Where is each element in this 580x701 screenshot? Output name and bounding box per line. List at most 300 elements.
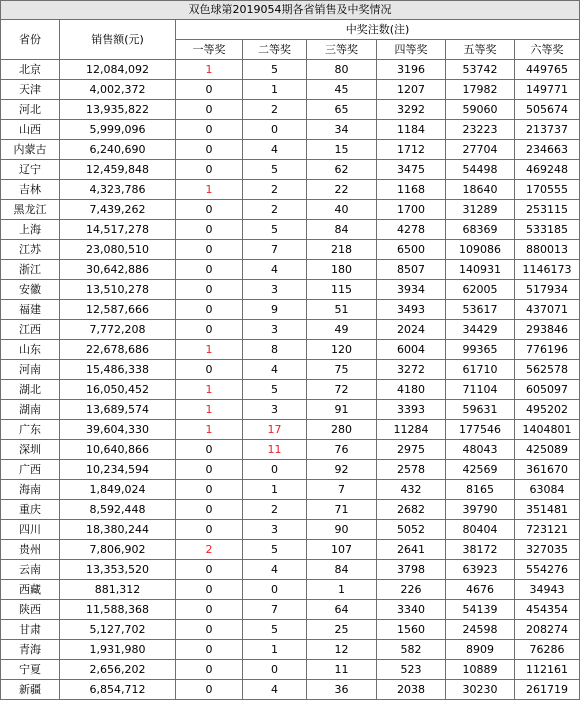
cell-prize-2: 5 [243, 540, 307, 560]
cell-prize-6: 208274 [515, 620, 580, 640]
header-sales: 销售额(元) [60, 20, 176, 60]
cell-prize-4: 2578 [377, 460, 446, 480]
cell-prize-1: 1 [176, 340, 243, 360]
cell-prize-4: 3475 [377, 160, 446, 180]
table-row [1, 420, 580, 440]
table-row [1, 580, 580, 600]
cell-province: 河南 [1, 360, 60, 380]
cell-sales: 12,587,666 [60, 300, 176, 320]
cell-prize-6: 149771 [515, 80, 580, 100]
cell-prize-1: 0 [176, 560, 243, 580]
cell-sales: 5,127,702 [60, 620, 176, 640]
cell-prize-5: 54139 [446, 600, 515, 620]
cell-prize-2: 4 [243, 360, 307, 380]
cell-prize-1: 0 [176, 240, 243, 260]
cell-province: 湖南 [1, 400, 60, 420]
cell-prize-2: 8 [243, 340, 307, 360]
cell-prize-4: 523 [377, 660, 446, 680]
cell-prize-1: 0 [176, 660, 243, 680]
cell-prize-4: 1560 [377, 620, 446, 640]
cell-prize-3: 25 [307, 620, 377, 640]
cell-sales: 22,678,686 [60, 340, 176, 360]
cell-sales: 11,588,368 [60, 600, 176, 620]
table-title: 双色球第2019054期各省销售及中奖情况 [1, 1, 580, 20]
cell-prize-3: 84 [307, 560, 377, 580]
cell-prize-5: 17982 [446, 80, 515, 100]
cell-prize-6: 261719 [515, 680, 580, 700]
cell-sales: 2,656,202 [60, 660, 176, 680]
cell-prize-1: 0 [176, 460, 243, 480]
cell-prize-4: 6500 [377, 240, 446, 260]
cell-prize-1: 0 [176, 580, 243, 600]
table-row [1, 160, 580, 180]
table-row [1, 200, 580, 220]
cell-prize-2: 2 [243, 200, 307, 220]
table-row [1, 620, 580, 640]
cell-prize-3: 90 [307, 520, 377, 540]
cell-prize-3: 115 [307, 280, 377, 300]
cell-sales: 7,772,208 [60, 320, 176, 340]
header-prize-6: 六等奖 [515, 40, 580, 60]
cell-prize-3: 76 [307, 440, 377, 460]
cell-province: 陕西 [1, 600, 60, 620]
cell-prize-2: 3 [243, 280, 307, 300]
header-prize-4: 四等奖 [377, 40, 446, 60]
cell-prize-4: 1712 [377, 140, 446, 160]
table-row [1, 440, 580, 460]
cell-prize-5: 42569 [446, 460, 515, 480]
cell-sales: 14,517,278 [60, 220, 176, 240]
cell-prize-2: 7 [243, 240, 307, 260]
cell-prize-4: 1184 [377, 120, 446, 140]
cell-prize-3: 65 [307, 100, 377, 120]
cell-sales: 5,999,096 [60, 120, 176, 140]
cell-prize-4: 3196 [377, 60, 446, 80]
cell-prize-3: 34 [307, 120, 377, 140]
cell-sales: 7,806,902 [60, 540, 176, 560]
cell-prize-6: 425089 [515, 440, 580, 460]
cell-sales: 12,459,848 [60, 160, 176, 180]
title-row [1, 1, 580, 20]
cell-prize-2: 4 [243, 140, 307, 160]
cell-prize-3: 45 [307, 80, 377, 100]
cell-sales: 1,931,980 [60, 640, 176, 660]
table-row [1, 400, 580, 420]
cell-province: 西藏 [1, 580, 60, 600]
cell-prize-3: 7 [307, 480, 377, 500]
cell-prize-5: 38172 [446, 540, 515, 560]
cell-prize-5: 80404 [446, 520, 515, 540]
cell-prize-5: 109086 [446, 240, 515, 260]
table-row [1, 480, 580, 500]
cell-province: 黑龙江 [1, 200, 60, 220]
cell-province: 浙江 [1, 260, 60, 280]
cell-province: 江西 [1, 320, 60, 340]
cell-prize-1: 0 [176, 520, 243, 540]
cell-prize-6: 776196 [515, 340, 580, 360]
table-row [1, 380, 580, 400]
cell-province: 青海 [1, 640, 60, 660]
cell-prize-4: 3493 [377, 300, 446, 320]
cell-province: 内蒙古 [1, 140, 60, 160]
cell-sales: 10,640,866 [60, 440, 176, 460]
cell-province: 安徽 [1, 280, 60, 300]
cell-prize-2: 9 [243, 300, 307, 320]
cell-prize-5: 99365 [446, 340, 515, 360]
cell-prize-3: 11 [307, 660, 377, 680]
cell-prize-6: 34943 [515, 580, 580, 600]
cell-prize-1: 1 [176, 380, 243, 400]
header-province: 省份 [1, 20, 60, 60]
table-row [1, 680, 580, 700]
cell-sales: 16,050,452 [60, 380, 176, 400]
cell-province: 河北 [1, 100, 60, 120]
table-row [1, 120, 580, 140]
cell-province: 江苏 [1, 240, 60, 260]
cell-province: 辽宁 [1, 160, 60, 180]
table-row [1, 280, 580, 300]
cell-prize-1: 0 [176, 100, 243, 120]
cell-prize-1: 0 [176, 680, 243, 700]
cell-prize-4: 6004 [377, 340, 446, 360]
cell-province: 吉林 [1, 180, 60, 200]
cell-prize-4: 1168 [377, 180, 446, 200]
cell-province: 深圳 [1, 440, 60, 460]
cell-prize-4: 5052 [377, 520, 446, 540]
cell-prize-2: 0 [243, 580, 307, 600]
cell-prize-3: 49 [307, 320, 377, 340]
cell-prize-6: 253115 [515, 200, 580, 220]
cell-prize-2: 1 [243, 640, 307, 660]
cell-prize-4: 226 [377, 580, 446, 600]
table-row [1, 340, 580, 360]
cell-prize-4: 3340 [377, 600, 446, 620]
table-row [1, 560, 580, 580]
cell-prize-3: 107 [307, 540, 377, 560]
cell-prize-6: 437071 [515, 300, 580, 320]
cell-prize-3: 84 [307, 220, 377, 240]
table-row [1, 80, 580, 100]
cell-prize-6: 327035 [515, 540, 580, 560]
cell-province: 四川 [1, 520, 60, 540]
cell-prize-6: 213737 [515, 120, 580, 140]
cell-prize-3: 15 [307, 140, 377, 160]
cell-prize-5: 27704 [446, 140, 515, 160]
table-row [1, 180, 580, 200]
cell-prize-1: 0 [176, 320, 243, 340]
cell-prize-2: 2 [243, 100, 307, 120]
cell-prize-3: 1 [307, 580, 377, 600]
cell-prize-4: 4278 [377, 220, 446, 240]
cell-prize-1: 1 [176, 400, 243, 420]
cell-prize-6: 1146173 [515, 260, 580, 280]
cell-prize-5: 61710 [446, 360, 515, 380]
cell-prize-2: 5 [243, 160, 307, 180]
cell-sales: 881,312 [60, 580, 176, 600]
cell-prize-4: 582 [377, 640, 446, 660]
cell-prize-1: 0 [176, 80, 243, 100]
header-prize-3: 三等奖 [307, 40, 377, 60]
header-prize-5: 五等奖 [446, 40, 515, 60]
cell-prize-5: 48043 [446, 440, 515, 460]
cell-prize-3: 120 [307, 340, 377, 360]
cell-province: 北京 [1, 60, 60, 80]
header-winners-group: 中奖注数(注) [176, 20, 580, 40]
cell-prize-4: 1700 [377, 200, 446, 220]
cell-prize-5: 53617 [446, 300, 515, 320]
cell-prize-1: 0 [176, 280, 243, 300]
cell-prize-3: 72 [307, 380, 377, 400]
cell-prize-3: 36 [307, 680, 377, 700]
cell-prize-6: 76286 [515, 640, 580, 660]
cell-prize-6: 495202 [515, 400, 580, 420]
cell-sales: 39,604,330 [60, 420, 176, 440]
header-row-1 [1, 20, 580, 40]
cell-prize-2: 5 [243, 380, 307, 400]
cell-prize-5: 177546 [446, 420, 515, 440]
cell-prize-4: 4180 [377, 380, 446, 400]
cell-prize-3: 180 [307, 260, 377, 280]
cell-province: 甘肃 [1, 620, 60, 640]
cell-prize-5: 4676 [446, 580, 515, 600]
cell-prize-5: 31289 [446, 200, 515, 220]
cell-province: 云南 [1, 560, 60, 580]
table-row [1, 360, 580, 380]
cell-province: 上海 [1, 220, 60, 240]
cell-prize-3: 71 [307, 500, 377, 520]
table-row [1, 520, 580, 540]
cell-prize-2: 4 [243, 260, 307, 280]
table-row [1, 220, 580, 240]
cell-prize-2: 4 [243, 680, 307, 700]
cell-prize-5: 68369 [446, 220, 515, 240]
cell-prize-5: 8165 [446, 480, 515, 500]
cell-prize-6: 562578 [515, 360, 580, 380]
table-row [1, 320, 580, 340]
cell-prize-5: 30230 [446, 680, 515, 700]
cell-prize-3: 40 [307, 200, 377, 220]
cell-prize-1: 0 [176, 500, 243, 520]
table-row [1, 240, 580, 260]
cell-sales: 6,240,690 [60, 140, 176, 160]
cell-province: 广西 [1, 460, 60, 480]
cell-prize-4: 2024 [377, 320, 446, 340]
cell-prize-4: 8507 [377, 260, 446, 280]
cell-prize-1: 2 [176, 540, 243, 560]
cell-prize-5: 34429 [446, 320, 515, 340]
cell-prize-3: 92 [307, 460, 377, 480]
cell-prize-4: 3292 [377, 100, 446, 120]
cell-prize-2: 3 [243, 520, 307, 540]
cell-sales: 6,854,712 [60, 680, 176, 700]
cell-province: 山东 [1, 340, 60, 360]
cell-prize-5: 53742 [446, 60, 515, 80]
cell-sales: 10,234,594 [60, 460, 176, 480]
cell-prize-2: 1 [243, 480, 307, 500]
header-prize-2: 二等奖 [243, 40, 307, 60]
cell-prize-1: 0 [176, 480, 243, 500]
table-row [1, 140, 580, 160]
cell-sales: 18,380,244 [60, 520, 176, 540]
cell-prize-3: 12 [307, 640, 377, 660]
cell-prize-2: 0 [243, 660, 307, 680]
cell-province: 天津 [1, 80, 60, 100]
cell-prize-2: 2 [243, 500, 307, 520]
cell-prize-6: 505674 [515, 100, 580, 120]
cell-prize-3: 22 [307, 180, 377, 200]
cell-prize-5: 140931 [446, 260, 515, 280]
table-row [1, 60, 580, 80]
cell-province: 宁夏 [1, 660, 60, 680]
cell-province: 新疆 [1, 680, 60, 700]
cell-prize-5: 63923 [446, 560, 515, 580]
cell-prize-1: 0 [176, 120, 243, 140]
cell-prize-1: 0 [176, 300, 243, 320]
cell-prize-4: 3272 [377, 360, 446, 380]
cell-sales: 4,323,786 [60, 180, 176, 200]
cell-province: 海南 [1, 480, 60, 500]
cell-prize-5: 18640 [446, 180, 515, 200]
cell-prize-5: 39790 [446, 500, 515, 520]
table-row [1, 540, 580, 560]
cell-prize-5: 59631 [446, 400, 515, 420]
table-row [1, 300, 580, 320]
cell-province: 福建 [1, 300, 60, 320]
cell-prize-3: 64 [307, 600, 377, 620]
cell-prize-6: 880013 [515, 240, 580, 260]
cell-prize-3: 75 [307, 360, 377, 380]
cell-prize-5: 8909 [446, 640, 515, 660]
cell-prize-2: 4 [243, 560, 307, 580]
cell-prize-2: 5 [243, 620, 307, 640]
cell-prize-6: 533185 [515, 220, 580, 240]
cell-prize-6: 63084 [515, 480, 580, 500]
cell-sales: 15,486,338 [60, 360, 176, 380]
cell-prize-2: 17 [243, 420, 307, 440]
cell-prize-2: 5 [243, 60, 307, 80]
cell-prize-2: 3 [243, 400, 307, 420]
cell-prize-5: 59060 [446, 100, 515, 120]
cell-prize-6: 469248 [515, 160, 580, 180]
cell-prize-6: 723121 [515, 520, 580, 540]
cell-prize-6: 170555 [515, 180, 580, 200]
cell-prize-4: 3393 [377, 400, 446, 420]
cell-province: 贵州 [1, 540, 60, 560]
cell-prize-3: 51 [307, 300, 377, 320]
cell-sales: 30,642,886 [60, 260, 176, 280]
cell-prize-6: 517934 [515, 280, 580, 300]
cell-prize-1: 0 [176, 200, 243, 220]
cell-prize-2: 1 [243, 80, 307, 100]
cell-prize-1: 0 [176, 640, 243, 660]
cell-prize-1: 0 [176, 440, 243, 460]
cell-prize-5: 71104 [446, 380, 515, 400]
table-row [1, 460, 580, 480]
cell-province: 山西 [1, 120, 60, 140]
cell-prize-4: 2641 [377, 540, 446, 560]
cell-prize-1: 0 [176, 220, 243, 240]
cell-sales: 4,002,372 [60, 80, 176, 100]
cell-prize-4: 11284 [377, 420, 446, 440]
cell-prize-2: 7 [243, 600, 307, 620]
cell-prize-1: 1 [176, 180, 243, 200]
cell-prize-4: 3798 [377, 560, 446, 580]
cell-prize-1: 1 [176, 60, 243, 80]
table-row [1, 260, 580, 280]
cell-prize-1: 0 [176, 260, 243, 280]
table-row [1, 660, 580, 680]
cell-prize-3: 218 [307, 240, 377, 260]
cell-prize-1: 0 [176, 160, 243, 180]
cell-province: 湖北 [1, 380, 60, 400]
cell-sales: 13,510,278 [60, 280, 176, 300]
cell-sales: 23,080,510 [60, 240, 176, 260]
cell-prize-4: 1207 [377, 80, 446, 100]
table-row [1, 100, 580, 120]
cell-prize-5: 24598 [446, 620, 515, 640]
cell-sales: 8,592,448 [60, 500, 176, 520]
cell-prize-4: 2038 [377, 680, 446, 700]
table-row [1, 500, 580, 520]
cell-prize-2: 0 [243, 460, 307, 480]
cell-prize-6: 351481 [515, 500, 580, 520]
cell-prize-6: 293846 [515, 320, 580, 340]
cell-prize-6: 361670 [515, 460, 580, 480]
cell-sales: 13,689,574 [60, 400, 176, 420]
cell-prize-4: 2975 [377, 440, 446, 460]
cell-sales: 7,439,262 [60, 200, 176, 220]
cell-prize-4: 432 [377, 480, 446, 500]
header-prize-1: 一等奖 [176, 40, 243, 60]
cell-prize-6: 449765 [515, 60, 580, 80]
cell-prize-6: 112161 [515, 660, 580, 680]
cell-prize-1: 0 [176, 620, 243, 640]
cell-prize-3: 62 [307, 160, 377, 180]
cell-prize-5: 23223 [446, 120, 515, 140]
cell-prize-2: 11 [243, 440, 307, 460]
cell-province: 重庆 [1, 500, 60, 520]
table-body [1, 1, 580, 700]
cell-prize-5: 10889 [446, 660, 515, 680]
cell-prize-4: 3934 [377, 280, 446, 300]
cell-prize-3: 91 [307, 400, 377, 420]
cell-prize-6: 554276 [515, 560, 580, 580]
cell-prize-1: 0 [176, 600, 243, 620]
cell-prize-1: 1 [176, 420, 243, 440]
cell-prize-3: 280 [307, 420, 377, 440]
cell-prize-6: 234663 [515, 140, 580, 160]
cell-sales: 12,084,092 [60, 60, 176, 80]
cell-prize-5: 54498 [446, 160, 515, 180]
cell-sales: 1,849,024 [60, 480, 176, 500]
table-row [1, 640, 580, 660]
cell-prize-2: 0 [243, 120, 307, 140]
table-row [1, 600, 580, 620]
cell-prize-1: 0 [176, 360, 243, 380]
cell-prize-4: 2682 [377, 500, 446, 520]
cell-sales: 13,353,520 [60, 560, 176, 580]
cell-prize-6: 605097 [515, 380, 580, 400]
cell-prize-6: 1404801 [515, 420, 580, 440]
cell-prize-1: 0 [176, 140, 243, 160]
cell-prize-2: 2 [243, 180, 307, 200]
cell-province: 广东 [1, 420, 60, 440]
cell-prize-2: 3 [243, 320, 307, 340]
cell-sales: 13,935,822 [60, 100, 176, 120]
cell-prize-2: 5 [243, 220, 307, 240]
cell-prize-5: 62005 [446, 280, 515, 300]
cell-prize-6: 454354 [515, 600, 580, 620]
